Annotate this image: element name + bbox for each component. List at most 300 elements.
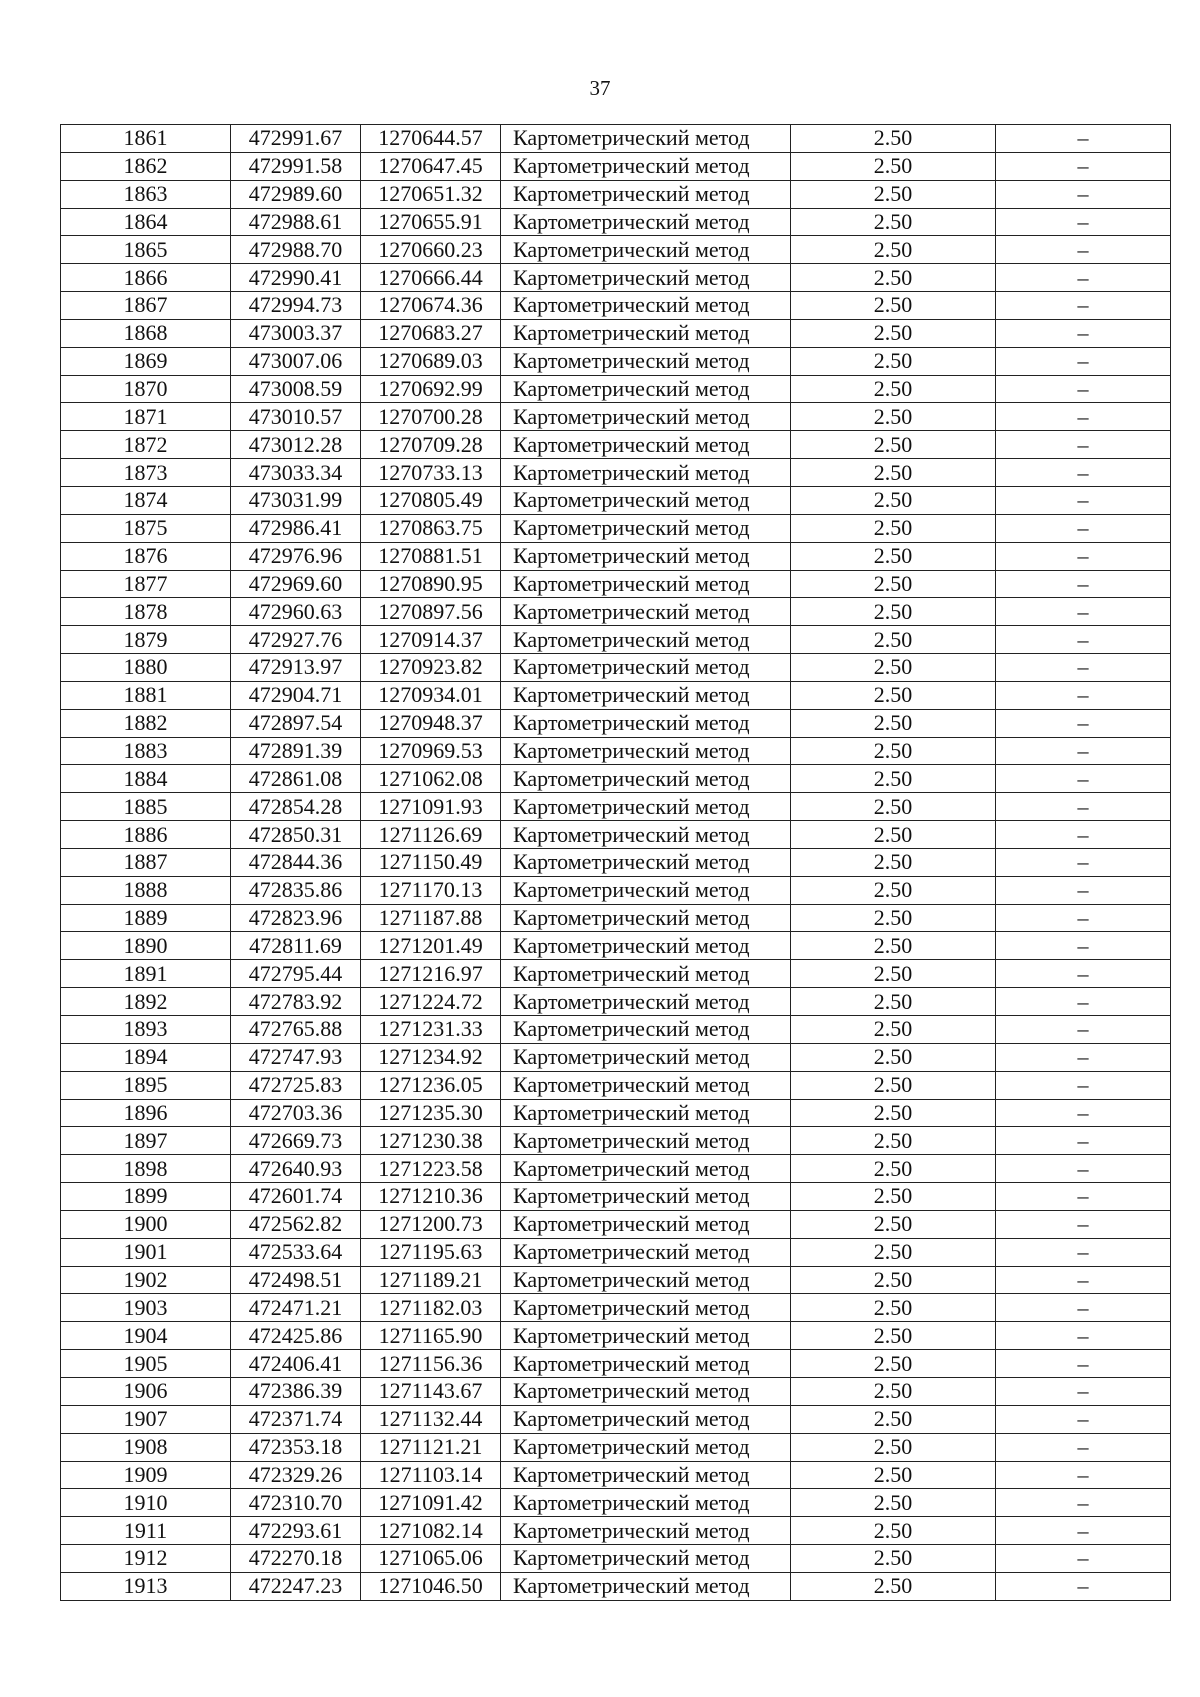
description-cell: –: [996, 1461, 1171, 1489]
y-coordinate-cell: 1271091.93: [361, 793, 501, 821]
x-coordinate-cell: 473003.37: [231, 319, 361, 347]
method-cell: Картометрический метод: [501, 1350, 791, 1378]
description-cell: –: [996, 1377, 1171, 1405]
point-number-cell: 1889: [61, 904, 231, 932]
y-coordinate-cell: 1270660.23: [361, 236, 501, 264]
accuracy-cell: 2.50: [791, 1071, 996, 1099]
description-cell: –: [996, 570, 1171, 598]
accuracy-cell: 2.50: [791, 236, 996, 264]
method-cell: Картометрический метод: [501, 319, 791, 347]
description-cell: –: [996, 960, 1171, 988]
accuracy-cell: 2.50: [791, 904, 996, 932]
accuracy-cell: 2.50: [791, 459, 996, 487]
method-cell: Картометрический метод: [501, 1210, 791, 1238]
table-row: [61, 514, 1171, 542]
method-cell: Картометрический метод: [501, 514, 791, 542]
accuracy-cell: 2.50: [791, 1350, 996, 1378]
point-number-cell: 1912: [61, 1545, 231, 1573]
accuracy-cell: 2.50: [791, 765, 996, 793]
table-row: [61, 793, 1171, 821]
accuracy-cell: 2.50: [791, 1517, 996, 1545]
table-row: [61, 737, 1171, 765]
point-number-cell: 1868: [61, 319, 231, 347]
point-number-cell: 1913: [61, 1572, 231, 1600]
point-number-cell: 1897: [61, 1127, 231, 1155]
x-coordinate-cell: 472904.71: [231, 681, 361, 709]
accuracy-cell: 2.50: [791, 709, 996, 737]
table-body: [61, 125, 1171, 1601]
y-coordinate-cell: 1270934.01: [361, 681, 501, 709]
accuracy-cell: 2.50: [791, 1266, 996, 1294]
point-number-cell: 1880: [61, 654, 231, 682]
accuracy-cell: 2.50: [791, 152, 996, 180]
point-number-cell: 1863: [61, 180, 231, 208]
accuracy-cell: 2.50: [791, 1461, 996, 1489]
table-row: [61, 347, 1171, 375]
description-cell: –: [996, 1405, 1171, 1433]
table-row: [61, 681, 1171, 709]
point-number-cell: 1893: [61, 1016, 231, 1044]
x-coordinate-cell: 473010.57: [231, 403, 361, 431]
table-row: [61, 1099, 1171, 1127]
y-coordinate-cell: 1270674.36: [361, 292, 501, 320]
table-row: [61, 848, 1171, 876]
point-number-cell: 1885: [61, 793, 231, 821]
accuracy-cell: 2.50: [791, 1127, 996, 1155]
y-coordinate-cell: 1270863.75: [361, 514, 501, 542]
point-number-cell: 1895: [61, 1071, 231, 1099]
point-number-cell: 1883: [61, 737, 231, 765]
method-cell: Картометрический метод: [501, 570, 791, 598]
accuracy-cell: 2.50: [791, 125, 996, 153]
x-coordinate-cell: 472425.86: [231, 1322, 361, 1350]
x-coordinate-cell: 472270.18: [231, 1545, 361, 1573]
x-coordinate-cell: 472897.54: [231, 709, 361, 737]
y-coordinate-cell: 1271210.36: [361, 1183, 501, 1211]
table-row: [61, 375, 1171, 403]
x-coordinate-cell: 472725.83: [231, 1071, 361, 1099]
x-coordinate-cell: 472371.74: [231, 1405, 361, 1433]
x-coordinate-cell: 472891.39: [231, 737, 361, 765]
point-number-cell: 1906: [61, 1377, 231, 1405]
x-coordinate-cell: 472247.23: [231, 1572, 361, 1600]
table-row: [61, 570, 1171, 598]
point-number-cell: 1878: [61, 598, 231, 626]
table-row: [61, 319, 1171, 347]
x-coordinate-cell: 472703.36: [231, 1099, 361, 1127]
y-coordinate-cell: 1270805.49: [361, 486, 501, 514]
method-cell: Картометрический метод: [501, 1572, 791, 1600]
table-row: [61, 236, 1171, 264]
method-cell: Картометрический метод: [501, 1461, 791, 1489]
x-coordinate-cell: 472783.92: [231, 988, 361, 1016]
y-coordinate-cell: 1271187.88: [361, 904, 501, 932]
table-row: [61, 486, 1171, 514]
description-cell: –: [996, 292, 1171, 320]
method-cell: Картометрический метод: [501, 793, 791, 821]
description-cell: –: [996, 459, 1171, 487]
point-number-cell: 1882: [61, 709, 231, 737]
table-row: [61, 1517, 1171, 1545]
y-coordinate-cell: 1270890.95: [361, 570, 501, 598]
y-coordinate-cell: 1271223.58: [361, 1155, 501, 1183]
method-cell: Картометрический метод: [501, 1183, 791, 1211]
description-cell: –: [996, 988, 1171, 1016]
description-cell: –: [996, 1545, 1171, 1573]
accuracy-cell: 2.50: [791, 932, 996, 960]
description-cell: –: [996, 1183, 1171, 1211]
y-coordinate-cell: 1270923.82: [361, 654, 501, 682]
accuracy-cell: 2.50: [791, 988, 996, 1016]
y-coordinate-cell: 1271182.03: [361, 1294, 501, 1322]
y-coordinate-cell: 1270683.27: [361, 319, 501, 347]
y-coordinate-cell: 1271156.36: [361, 1350, 501, 1378]
table-row: [61, 1043, 1171, 1071]
description-cell: –: [996, 737, 1171, 765]
table-row: [61, 1183, 1171, 1211]
accuracy-cell: 2.50: [791, 264, 996, 292]
method-cell: Картометрический метод: [501, 236, 791, 264]
x-coordinate-cell: 472850.31: [231, 821, 361, 849]
y-coordinate-cell: 1271234.92: [361, 1043, 501, 1071]
coordinates-table: [60, 124, 1171, 1601]
description-cell: –: [996, 264, 1171, 292]
description-cell: –: [996, 932, 1171, 960]
x-coordinate-cell: 472988.70: [231, 236, 361, 264]
method-cell: Картометрический метод: [501, 542, 791, 570]
table-row: [61, 208, 1171, 236]
accuracy-cell: 2.50: [791, 681, 996, 709]
table-row: [61, 1127, 1171, 1155]
point-number-cell: 1908: [61, 1433, 231, 1461]
x-coordinate-cell: 472533.64: [231, 1238, 361, 1266]
method-cell: Картометрический метод: [501, 1517, 791, 1545]
description-cell: –: [996, 626, 1171, 654]
table-row: [61, 125, 1171, 153]
x-coordinate-cell: 472669.73: [231, 1127, 361, 1155]
description-cell: –: [996, 514, 1171, 542]
table-row: [61, 988, 1171, 1016]
method-cell: Картометрический метод: [501, 1489, 791, 1517]
method-cell: Картометрический метод: [501, 180, 791, 208]
point-number-cell: 1896: [61, 1099, 231, 1127]
y-coordinate-cell: 1271195.63: [361, 1238, 501, 1266]
x-coordinate-cell: 472562.82: [231, 1210, 361, 1238]
point-number-cell: 1909: [61, 1461, 231, 1489]
method-cell: Картометрический метод: [501, 431, 791, 459]
point-number-cell: 1866: [61, 264, 231, 292]
description-cell: –: [996, 1294, 1171, 1322]
point-number-cell: 1864: [61, 208, 231, 236]
description-cell: –: [996, 208, 1171, 236]
x-coordinate-cell: 472293.61: [231, 1517, 361, 1545]
accuracy-cell: 2.50: [791, 848, 996, 876]
y-coordinate-cell: 1271103.14: [361, 1461, 501, 1489]
description-cell: –: [996, 403, 1171, 431]
point-number-cell: 1874: [61, 486, 231, 514]
table-row: [61, 765, 1171, 793]
y-coordinate-cell: 1271121.21: [361, 1433, 501, 1461]
description-cell: –: [996, 1517, 1171, 1545]
table-row: [61, 1405, 1171, 1433]
point-number-cell: 1900: [61, 1210, 231, 1238]
description-cell: –: [996, 1043, 1171, 1071]
x-coordinate-cell: 473031.99: [231, 486, 361, 514]
point-number-cell: 1879: [61, 626, 231, 654]
method-cell: Картометрический метод: [501, 152, 791, 180]
x-coordinate-cell: 472913.97: [231, 654, 361, 682]
description-cell: –: [996, 375, 1171, 403]
point-number-cell: 1862: [61, 152, 231, 180]
y-coordinate-cell: 1270733.13: [361, 459, 501, 487]
accuracy-cell: 2.50: [791, 1210, 996, 1238]
description-cell: –: [996, 1572, 1171, 1600]
table-row: [61, 180, 1171, 208]
point-number-cell: 1904: [61, 1322, 231, 1350]
accuracy-cell: 2.50: [791, 1489, 996, 1517]
x-coordinate-cell: 472854.28: [231, 793, 361, 821]
y-coordinate-cell: 1270651.32: [361, 180, 501, 208]
method-cell: Картометрический метод: [501, 125, 791, 153]
table-row: [61, 904, 1171, 932]
y-coordinate-cell: 1271230.38: [361, 1127, 501, 1155]
point-number-cell: 1867: [61, 292, 231, 320]
table-row: [61, 654, 1171, 682]
y-coordinate-cell: 1270914.37: [361, 626, 501, 654]
description-cell: –: [996, 1210, 1171, 1238]
method-cell: Картометрический метод: [501, 1155, 791, 1183]
method-cell: Картометрический метод: [501, 1377, 791, 1405]
method-cell: Картометрический метод: [501, 737, 791, 765]
y-coordinate-cell: 1270709.28: [361, 431, 501, 459]
method-cell: Картометрический метод: [501, 1043, 791, 1071]
table-row: [61, 1266, 1171, 1294]
y-coordinate-cell: 1270881.51: [361, 542, 501, 570]
x-coordinate-cell: 472310.70: [231, 1489, 361, 1517]
description-cell: –: [996, 709, 1171, 737]
x-coordinate-cell: 472861.08: [231, 765, 361, 793]
y-coordinate-cell: 1270647.45: [361, 152, 501, 180]
table-row: [61, 1433, 1171, 1461]
description-cell: –: [996, 848, 1171, 876]
method-cell: Картометрический метод: [501, 1071, 791, 1099]
accuracy-cell: 2.50: [791, 292, 996, 320]
accuracy-cell: 2.50: [791, 1377, 996, 1405]
point-number-cell: 1910: [61, 1489, 231, 1517]
accuracy-cell: 2.50: [791, 319, 996, 347]
point-number-cell: 1902: [61, 1266, 231, 1294]
description-cell: –: [996, 347, 1171, 375]
method-cell: Картометрический метод: [501, 1322, 791, 1350]
table-row: [61, 542, 1171, 570]
accuracy-cell: 2.50: [791, 1016, 996, 1044]
accuracy-cell: 2.50: [791, 542, 996, 570]
x-coordinate-cell: 472811.69: [231, 932, 361, 960]
x-coordinate-cell: 472990.41: [231, 264, 361, 292]
y-coordinate-cell: 1271082.14: [361, 1517, 501, 1545]
accuracy-cell: 2.50: [791, 403, 996, 431]
point-number-cell: 1899: [61, 1183, 231, 1211]
method-cell: Картометрический метод: [501, 681, 791, 709]
x-coordinate-cell: 472991.58: [231, 152, 361, 180]
y-coordinate-cell: 1270969.53: [361, 737, 501, 765]
y-coordinate-cell: 1271236.05: [361, 1071, 501, 1099]
point-number-cell: 1894: [61, 1043, 231, 1071]
table-row: [61, 264, 1171, 292]
accuracy-cell: 2.50: [791, 1545, 996, 1573]
table-row: [61, 626, 1171, 654]
accuracy-cell: 2.50: [791, 793, 996, 821]
table-row: [61, 1489, 1171, 1517]
method-cell: Картометрический метод: [501, 626, 791, 654]
x-coordinate-cell: 472960.63: [231, 598, 361, 626]
description-cell: –: [996, 1016, 1171, 1044]
method-cell: Картометрический метод: [501, 821, 791, 849]
table-row: [61, 1071, 1171, 1099]
y-coordinate-cell: 1271143.67: [361, 1377, 501, 1405]
method-cell: Картометрический метод: [501, 1238, 791, 1266]
description-cell: –: [996, 125, 1171, 153]
x-coordinate-cell: 472747.93: [231, 1043, 361, 1071]
y-coordinate-cell: 1271216.97: [361, 960, 501, 988]
method-cell: Картометрический метод: [501, 598, 791, 626]
table-row: [61, 821, 1171, 849]
method-cell: Картометрический метод: [501, 848, 791, 876]
method-cell: Картометрический метод: [501, 765, 791, 793]
table-row: [61, 431, 1171, 459]
table-row: [61, 1322, 1171, 1350]
y-coordinate-cell: 1270897.56: [361, 598, 501, 626]
y-coordinate-cell: 1271235.30: [361, 1099, 501, 1127]
x-coordinate-cell: 472844.36: [231, 848, 361, 876]
description-cell: –: [996, 1350, 1171, 1378]
x-coordinate-cell: 473033.34: [231, 459, 361, 487]
accuracy-cell: 2.50: [791, 737, 996, 765]
point-number-cell: 1871: [61, 403, 231, 431]
accuracy-cell: 2.50: [791, 347, 996, 375]
description-cell: –: [996, 1489, 1171, 1517]
x-coordinate-cell: 472989.60: [231, 180, 361, 208]
y-coordinate-cell: 1271062.08: [361, 765, 501, 793]
accuracy-cell: 2.50: [791, 598, 996, 626]
table-row: [61, 598, 1171, 626]
description-cell: –: [996, 1322, 1171, 1350]
method-cell: Картометрический метод: [501, 1433, 791, 1461]
point-number-cell: 1869: [61, 347, 231, 375]
method-cell: Картометрический метод: [501, 459, 791, 487]
x-coordinate-cell: 472353.18: [231, 1433, 361, 1461]
point-number-cell: 1872: [61, 431, 231, 459]
point-number-cell: 1892: [61, 988, 231, 1016]
y-coordinate-cell: 1271150.49: [361, 848, 501, 876]
accuracy-cell: 2.50: [791, 208, 996, 236]
accuracy-cell: 2.50: [791, 1043, 996, 1071]
y-coordinate-cell: 1271065.06: [361, 1545, 501, 1573]
method-cell: Картометрический метод: [501, 1266, 791, 1294]
description-cell: –: [996, 681, 1171, 709]
table-row: [61, 1572, 1171, 1600]
y-coordinate-cell: 1270692.99: [361, 375, 501, 403]
x-coordinate-cell: 472991.67: [231, 125, 361, 153]
y-coordinate-cell: 1270666.44: [361, 264, 501, 292]
table-row: [61, 292, 1171, 320]
point-number-cell: 1898: [61, 1155, 231, 1183]
point-number-cell: 1884: [61, 765, 231, 793]
method-cell: Картометрический метод: [501, 709, 791, 737]
accuracy-cell: 2.50: [791, 821, 996, 849]
table-row: [61, 1155, 1171, 1183]
x-coordinate-cell: 472406.41: [231, 1350, 361, 1378]
table-row: [61, 1210, 1171, 1238]
y-coordinate-cell: 1271170.13: [361, 876, 501, 904]
point-number-cell: 1873: [61, 459, 231, 487]
point-number-cell: 1888: [61, 876, 231, 904]
y-coordinate-cell: 1270948.37: [361, 709, 501, 737]
description-cell: –: [996, 152, 1171, 180]
method-cell: Картометрический метод: [501, 292, 791, 320]
description-cell: –: [996, 486, 1171, 514]
accuracy-cell: 2.50: [791, 375, 996, 403]
x-coordinate-cell: 472471.21: [231, 1294, 361, 1322]
y-coordinate-cell: 1271231.33: [361, 1016, 501, 1044]
method-cell: Картометрический метод: [501, 1405, 791, 1433]
accuracy-cell: 2.50: [791, 626, 996, 654]
description-cell: –: [996, 598, 1171, 626]
point-number-cell: 1903: [61, 1294, 231, 1322]
point-number-cell: 1887: [61, 848, 231, 876]
y-coordinate-cell: 1270700.28: [361, 403, 501, 431]
accuracy-cell: 2.50: [791, 1572, 996, 1600]
y-coordinate-cell: 1270644.57: [361, 125, 501, 153]
method-cell: Картометрический метод: [501, 1545, 791, 1573]
method-cell: Картометрический метод: [501, 403, 791, 431]
y-coordinate-cell: 1271224.72: [361, 988, 501, 1016]
point-number-cell: 1877: [61, 570, 231, 598]
y-coordinate-cell: 1271126.69: [361, 821, 501, 849]
description-cell: –: [996, 876, 1171, 904]
point-number-cell: 1891: [61, 960, 231, 988]
description-cell: –: [996, 1127, 1171, 1155]
description-cell: –: [996, 1238, 1171, 1266]
x-coordinate-cell: 472601.74: [231, 1183, 361, 1211]
accuracy-cell: 2.50: [791, 1155, 996, 1183]
x-coordinate-cell: 473007.06: [231, 347, 361, 375]
table-row: [61, 876, 1171, 904]
accuracy-cell: 2.50: [791, 1405, 996, 1433]
description-cell: –: [996, 180, 1171, 208]
point-number-cell: 1881: [61, 681, 231, 709]
table-row: [61, 459, 1171, 487]
x-coordinate-cell: 473008.59: [231, 375, 361, 403]
accuracy-cell: 2.50: [791, 1433, 996, 1461]
accuracy-cell: 2.50: [791, 431, 996, 459]
point-number-cell: 1886: [61, 821, 231, 849]
x-coordinate-cell: 472823.96: [231, 904, 361, 932]
point-number-cell: 1907: [61, 1405, 231, 1433]
table-row: [61, 152, 1171, 180]
description-cell: –: [996, 1071, 1171, 1099]
page-number: 37: [589, 76, 611, 100]
method-cell: Картометрический метод: [501, 904, 791, 932]
point-number-cell: 1865: [61, 236, 231, 264]
point-number-cell: 1890: [61, 932, 231, 960]
description-cell: –: [996, 319, 1171, 347]
accuracy-cell: 2.50: [791, 1099, 996, 1127]
table-row: [61, 1545, 1171, 1573]
x-coordinate-cell: 472765.88: [231, 1016, 361, 1044]
point-number-cell: 1901: [61, 1238, 231, 1266]
description-cell: –: [996, 1433, 1171, 1461]
